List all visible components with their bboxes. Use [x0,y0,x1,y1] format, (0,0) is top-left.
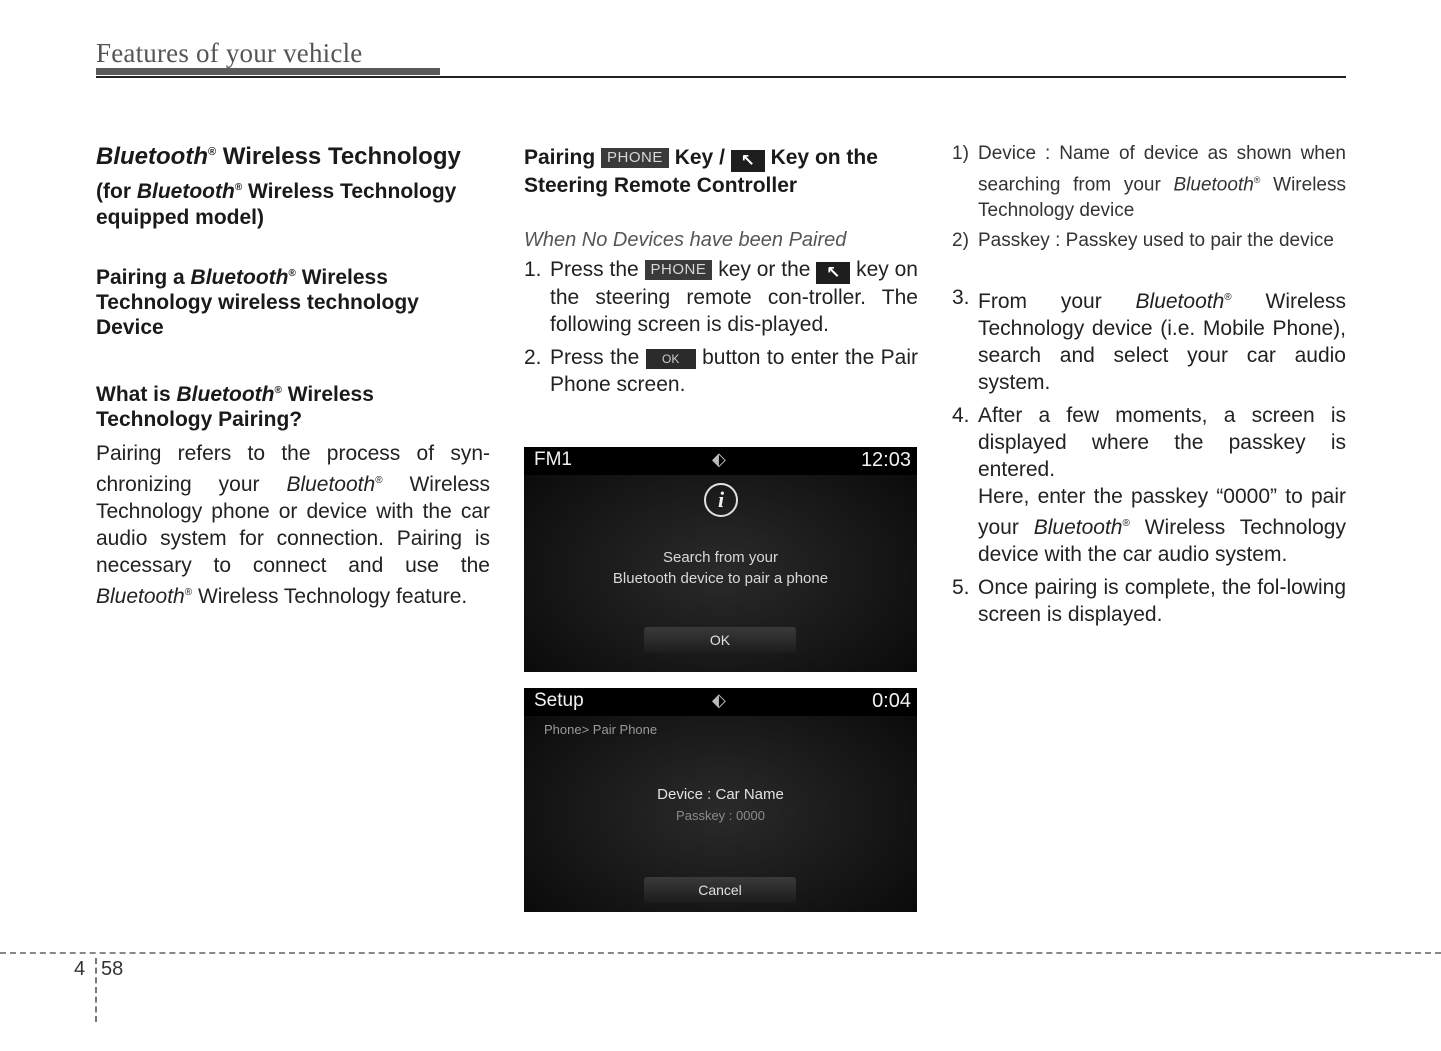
heading-what-is-pairing: What is Bluetooth® Wireless Technology Pairing? [96,383,374,431]
status-bar [524,447,917,475]
section-subtitle: (for Bluetooth® Wireless Technology equipped model) [96,180,457,229]
status-bar [524,688,917,716]
section-title: Bluetooth® Wireless Technology [96,143,461,170]
page-number: 58 [101,958,124,980]
column-middle [524,144,918,398]
bluetooth-icon: ⬖ [712,690,726,710]
ok-button[interactable]: OK [644,627,796,653]
list-item: 1. Press the PHONE key or the ↖ key on the steering remote con-troller. The following screen is dis-played. [524,258,918,336]
steps-list-continued [952,284,1346,628]
device-name: Device : Car Name [657,786,784,803]
list-item: 2) Passkey : Passkey used to pair the device [952,230,1334,252]
audio-screen-search [524,447,917,672]
column-left [96,138,490,610]
call-key-icon: ↖ [816,262,850,284]
ok-key-icon: OK [646,349,696,369]
footer-divider [95,958,97,1022]
list-item: 5. Once pairing is complete, the fol-lowing screen is displayed. [952,576,1346,627]
passkey: Passkey : 0000 [676,808,765,823]
mode-label: Setup [534,690,584,711]
screen-message-line2: Bluetooth device to pair a phone [612,570,829,587]
breadcrumb: Phone> Pair Phone [544,722,658,737]
phone-key-icon: PHONE [645,260,713,280]
screen-message-line1: Search from your [662,549,779,566]
column-right [952,141,1346,628]
heading-pairing-device: Pairing a Bluetooth® Wireless Technology wireless technology Device [96,266,419,339]
page-header-title: Features of your vehicle [96,38,363,68]
call-key-icon: ↖ [731,150,765,172]
steps-list [524,256,918,398]
bluetooth-icon: ⬖ [712,449,726,469]
cancel-button[interactable]: Cancel [644,877,796,903]
list-item: 2. Press the OK button to enter the Pair Phone screen. [524,346,918,396]
header-accent-bar [96,68,440,75]
list-item: 1) Device : Name of device as shown when searching from your Bluetooth® Wireless Technology device [952,143,1346,222]
source-label: FM1 [534,449,572,470]
subheading-no-devices: When No Devices have been Paired [524,229,847,251]
footer-rule [0,952,1441,954]
header-rule [96,76,1346,78]
heading-pairing-key: Pairing PHONE Key / ↖ Key on the Steering Remote Controller [524,146,878,197]
clock: 0:04 [872,690,911,712]
chapter-number: 4 [74,958,86,980]
pairing-description: Pairing refers to the process of syn-chronizing your Bluetooth® Wireless Technology phone or device with the car audio system for connection. Pairing is necessary to connect and use the Bluetooth® Wireless Technology feature. [96,442,490,608]
clock: 12:03 [860,449,911,471]
list-item: 3. From your Bluetooth® Wireless Technology device (i.e. Mobile Phone), search and select your car audio system. [952,286,1346,395]
audio-screen-pair-phone [524,688,917,912]
phone-key-icon: PHONE [601,148,669,168]
list-item: 4. After a few moments, a screen is displayed where the passkey is entered. Here, enter the passkey “0000” to pair your Bluetooth® Wireless Technology device with the car audio system. [952,404,1346,567]
notes-list [952,141,1346,254]
info-icon: i [704,483,738,517]
